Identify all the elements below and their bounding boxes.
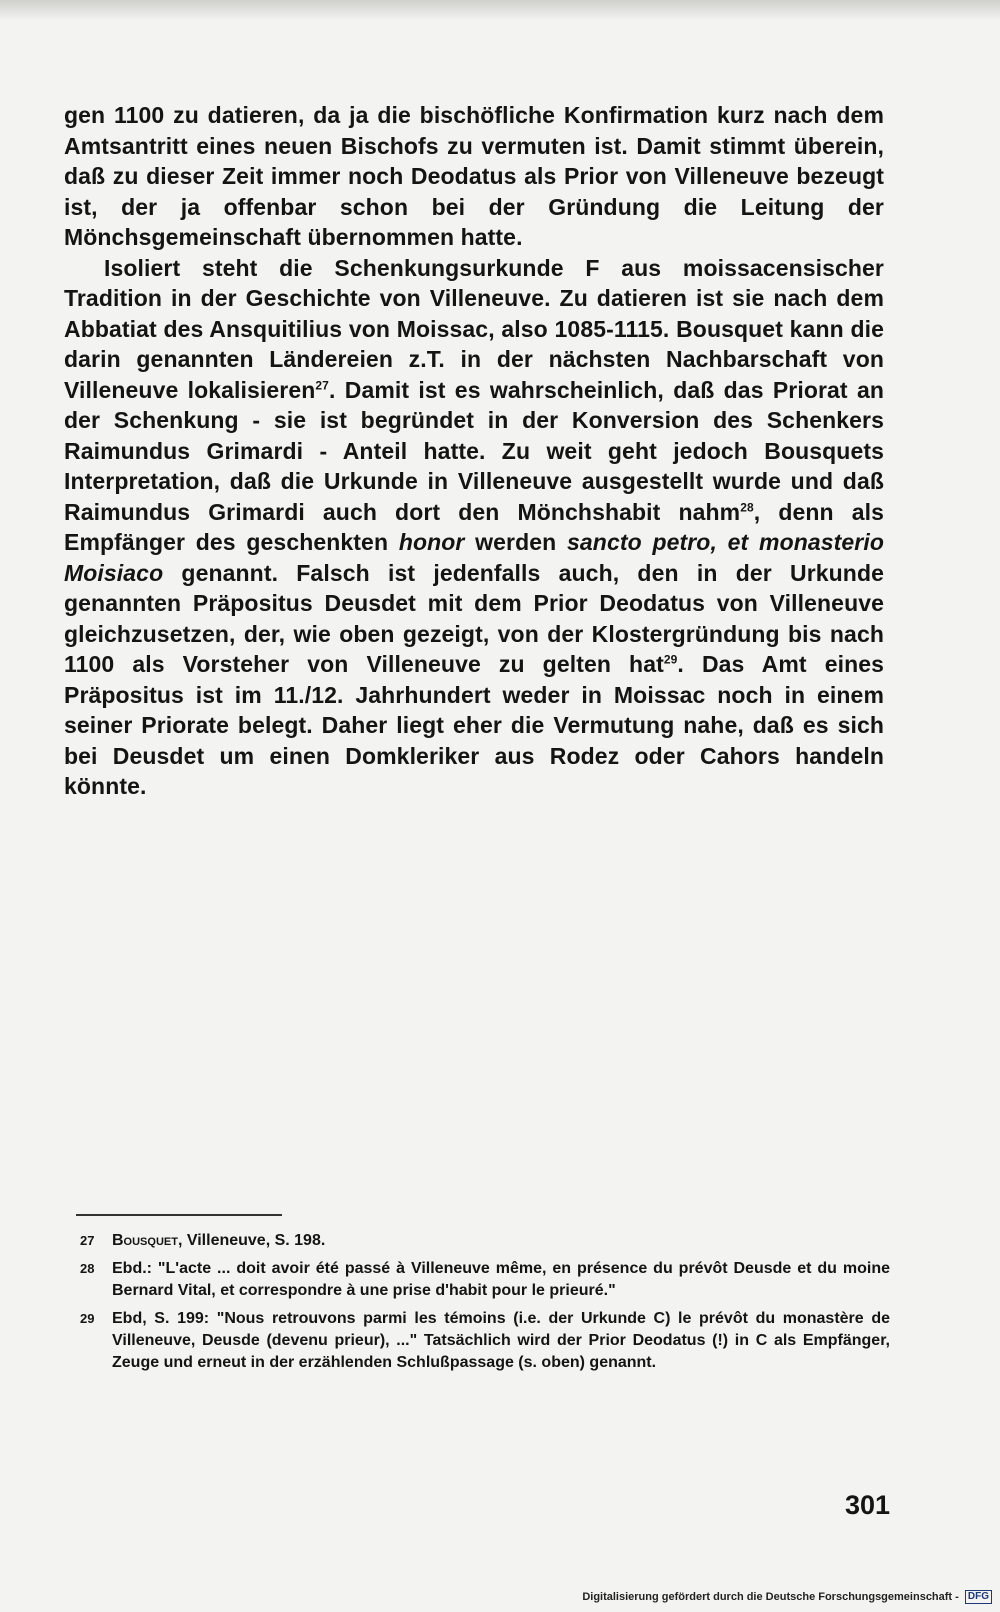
page-number: 301 <box>844 1490 890 1520</box>
digitization-credit <box>582 1590 992 1604</box>
footnote-rule <box>76 1214 282 1216</box>
paragraph <box>64 253 884 802</box>
footnote-ref: 27 <box>315 377 329 392</box>
text-run: Isoliert steht die Schenkungsurkunde F aus moissacensischer Tradition in der Geschichte von Villeneuve. Zu datieren ist sie nach dem Abbatiat des Ansquitilius von Moissac, also 1085-1115. Bousquet kann die darin genannten Ländereien z.T. in der nächsten Nachbarschaft von Villeneuve lokalisieren <box>64 254 884 403</box>
dfg-logo: DFG <box>965 1590 992 1604</box>
scan-edge <box>0 0 1000 20</box>
text-run: . Das Amt eines Präpositus ist im 11./12. Jahrhundert weder in Moissac noch in einem seiner Priorate belegt. Daher liegt eher die Vermutung nahe, daß es sich bei Deusdet um einen Domkleriker aus Rodez oder Cahors handeln könnte. <box>64 651 885 799</box>
footnote-ref: 29 <box>663 652 678 667</box>
text-run: , Villeneuve, S. 198. <box>177 1232 326 1249</box>
author-name: Bousquet <box>112 1232 178 1249</box>
text-run: werden <box>464 529 568 555</box>
text-run: Ebd, S. 199: "Nous retrouvons parmi les témoins (i.e. der Urkunde C) le prévôt du monastère de Villeneuve, Deusde (devenu prieur), ..." Tatsächlich wird der Prior Deodatus (!) in C als Empfänger, Zeuge und erneut in der erzählenden Schlußpassage (s. oben) genannt. <box>112 1310 890 1371</box>
footnote-number: 29 <box>80 1311 95 1326</box>
footnote <box>76 1258 890 1302</box>
italic-run: sancto petro, et monasterio Moisiaco <box>64 529 884 586</box>
italic-run: honor <box>398 529 465 555</box>
footnote <box>76 1308 890 1374</box>
footnote-number: 27 <box>80 1233 95 1248</box>
footnotes <box>76 1230 890 1380</box>
footnote <box>76 1230 890 1252</box>
footnote-number: 28 <box>80 1261 95 1276</box>
text-run: genannt. Falsch ist jedenfalls auch, den in der Urkunde genannten Präpositus Deusdet mit dem Prior Deodatus von Villeneuve gleichzusetzen, der, wie oben gezeigt, von der Klostergründung bis nach 1100 als Vorsteher von Villeneuve zu gelten hat <box>64 559 884 677</box>
footnote-ref: 28 <box>740 499 754 514</box>
credit-text: Digitalisierung gefördert durch die Deutsche Forschungsgemeinschaft - <box>582 1590 959 1603</box>
text-run: . Damit ist es wahrscheinlich, daß das Priorat an der Schenkung - sie ist begründet in der Konversion des Schenkers Raimundus Grimardi - Anteil hatte. Zu weit geht jedoch Bousquets Interpretation, daß die Urkunde in Villeneuve ausgestellt wurde und daß Raimundus Grimardi auch dort den Mönchshabit nahm <box>64 376 884 525</box>
text-run: gen 1100 zu datieren, da ja die bischöfliche Konfirmation kurz nach dem Amtsantritt eines neuen Bischofs zu vermuten ist. Damit stimmt überein, daß zu dieser Zeit immer noch Deodatus als Prior von Villeneuve bezeugt ist, der ja offenbar schon bei der Gründung die Leitung der Mönchsgemeinschaft übernommen hatte. <box>64 102 884 250</box>
text-run: , denn als Empfänger des geschenkten <box>64 498 884 555</box>
main-text <box>64 100 884 802</box>
text-run: Ebd.: "L'acte ... doit avoir été passé à Villeneuve même, en présence du prévôt Deusde et du moine Bernard Vital, et correspondre à une prise d'habit pour le prieuré." <box>112 1260 890 1299</box>
paragraph <box>64 100 884 253</box>
